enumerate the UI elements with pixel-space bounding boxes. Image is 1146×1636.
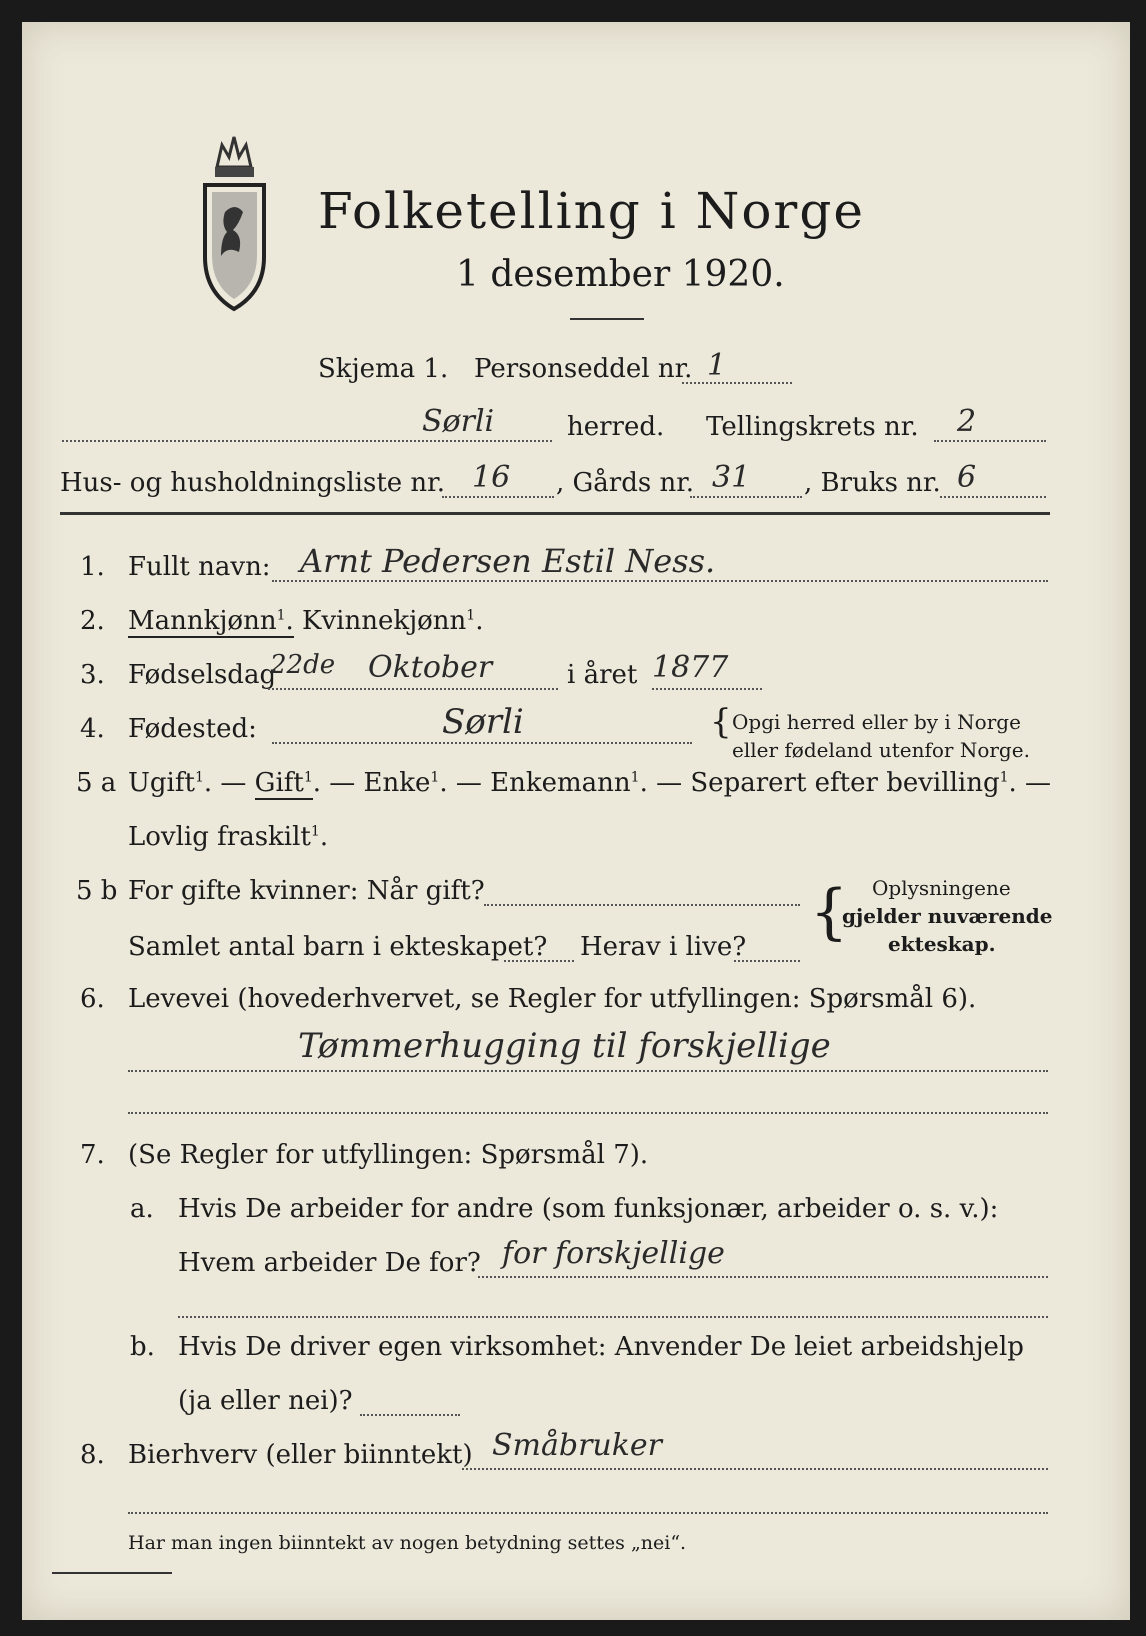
q5b-note-line2: gjelder nuværende (842, 904, 1053, 928)
q3-year-label: i året (567, 660, 638, 690)
q7b-question: (ja eller nei)? (178, 1386, 353, 1416)
q7a-value: for forskjellige (502, 1236, 725, 1271)
q7b-text: Hvis De driver egen virksomhet: Anvender De leiet arbeidshjelp (178, 1332, 1024, 1362)
q3-date-field[interactable] (268, 688, 558, 690)
q5a-fraskilt-option[interactable]: Lovlig fraskilt$^1$. (128, 822, 329, 852)
q7a-question: Hvem arbeider De for? (178, 1248, 481, 1278)
q5b-barn-field[interactable] (504, 960, 574, 962)
footer-note: Har man ingen biinntekt av nogen betydning settes „nei“. (128, 1532, 687, 1554)
q7a-field-line1[interactable] (478, 1276, 1048, 1278)
q5b-married-field[interactable] (484, 904, 800, 906)
q4-field[interactable] (272, 742, 692, 744)
q2-options (128, 606, 483, 636)
q6-number: 6. (80, 984, 105, 1014)
tellingskrets-field[interactable] (934, 440, 1046, 442)
q7a-text: Hvis De arbeider for andre (som funksjonær, arbeider o. s. v.): (178, 1194, 999, 1224)
q3-year-field[interactable] (652, 688, 762, 690)
q4-number: 4. (80, 714, 105, 744)
q3-month-value: Oktober (368, 650, 493, 685)
q8-field-line2[interactable] (128, 1512, 1048, 1514)
title-divider (570, 318, 644, 320)
q1-field[interactable] (272, 580, 1048, 582)
skjema-label: Skjema 1. (318, 354, 449, 384)
personseddel-value: 1 (707, 348, 727, 383)
q6-value: Tømmerhugging til forskjellige (298, 1026, 831, 1066)
q7b-field[interactable] (360, 1414, 460, 1416)
q4-note-line1: Opgi herred eller by i Norge (732, 710, 1021, 734)
q7a-letter: a. (130, 1194, 154, 1224)
q4-note-brace: { (710, 702, 732, 742)
q8-field-line1[interactable] (462, 1468, 1048, 1470)
q5b-number: 5 b (76, 876, 118, 906)
form-title: Folketelling i Norge (318, 182, 865, 240)
personseddel-field[interactable] (682, 382, 792, 384)
husliste-label: Hus- og husholdningsliste nr. (60, 468, 446, 498)
q4-label: Fødested: (128, 714, 257, 744)
q5a-separert-option[interactable]: Separert efter bevilling$^1$ (690, 768, 1009, 798)
q5b-live-field[interactable] (734, 960, 800, 962)
q4-note-line2: eller fødeland utenfor Norge. (732, 738, 1030, 762)
q5b-label: For gifte kvinner: Når gift? (128, 876, 485, 906)
q5b-note-line1: Oplysningene (872, 876, 1011, 900)
q5a-enke-option[interactable]: Enke$^1$ (363, 768, 440, 798)
q2-female-option[interactable]: Kvinnekjønn$^1$. (302, 606, 484, 636)
q5a-options: Ugift$^1$. — Gift$^1$. — Enke$^1$. — Enkemann$^1$. — Separert efter bevilling$^1$. — (128, 768, 1052, 798)
q6-label: Levevei (hovederhvervet, se Regler for utfyllingen: Spørsmål 6). (128, 984, 977, 1014)
q5a-gift-option[interactable]: Gift$^1$ (254, 768, 313, 798)
q5a-ugift-option[interactable]: Ugift$^1$ (128, 768, 204, 798)
q1-value: Arnt Pedersen Estil Ness. (300, 542, 716, 580)
gards-label: , Gårds nr. (556, 468, 695, 498)
q8-number: 8. (80, 1440, 105, 1470)
q7-number: 7. (80, 1140, 105, 1170)
q3-label: Fødselsdag (128, 660, 277, 690)
herred-field[interactable] (62, 440, 552, 442)
husliste-field[interactable] (442, 496, 554, 498)
q7a-field-line2[interactable] (178, 1316, 1048, 1318)
q7-label: (Se Regler for utfyllingen: Spørsmål 7). (128, 1140, 649, 1170)
q2-male-option[interactable]: Mannkjønn$^1$. (128, 606, 294, 636)
q2-number: 2. (80, 606, 105, 636)
q3-year-value: 1877 (652, 650, 729, 685)
q8-label: Bierhverv (eller biinntekt) (128, 1440, 473, 1470)
q1-number: 1. (80, 552, 105, 582)
husliste-value: 16 (472, 460, 511, 495)
bruks-value: 6 (957, 460, 977, 495)
herred-value: Sørli (422, 404, 495, 439)
footer-rule (52, 1572, 172, 1574)
tellingskrets-label: Tellingskrets nr. (706, 412, 919, 442)
form-date: 1 desember 1920. (456, 254, 785, 295)
q5b-barn-label: Samlet antal barn i ekteskapet? (128, 932, 548, 962)
census-form (22, 22, 1130, 1620)
gards-field[interactable] (690, 496, 802, 498)
q5b-live-label: Herav i live? (580, 932, 747, 962)
q6-field-line2[interactable] (128, 1112, 1048, 1114)
herred-label: herred. (567, 412, 665, 442)
q5a-number: 5 a (76, 768, 117, 798)
q3-number: 3. (80, 660, 105, 690)
q4-value: Sørli (442, 702, 524, 742)
header-separator (60, 512, 1050, 515)
q6-field-line1[interactable] (128, 1070, 1048, 1072)
q7b-letter: b. (130, 1332, 155, 1362)
q1-label: Fullt navn: (128, 552, 271, 582)
gards-value: 31 (712, 460, 751, 495)
bruks-label: , Bruks nr. (804, 468, 941, 498)
q3-day-value: 22de (270, 650, 336, 680)
q8-value: Småbruker (492, 1428, 663, 1463)
tellingskrets-value: 2 (957, 404, 977, 439)
bruks-field[interactable] (940, 496, 1046, 498)
coat-of-arms-icon (187, 127, 282, 312)
q5a-enkemann-option[interactable]: Enkemann$^1$ (490, 768, 640, 798)
q5b-note-line3: ekteskap. (888, 932, 996, 956)
q5b-note-brace: { (810, 877, 849, 947)
personseddel-label: Personseddel nr. (474, 354, 693, 384)
